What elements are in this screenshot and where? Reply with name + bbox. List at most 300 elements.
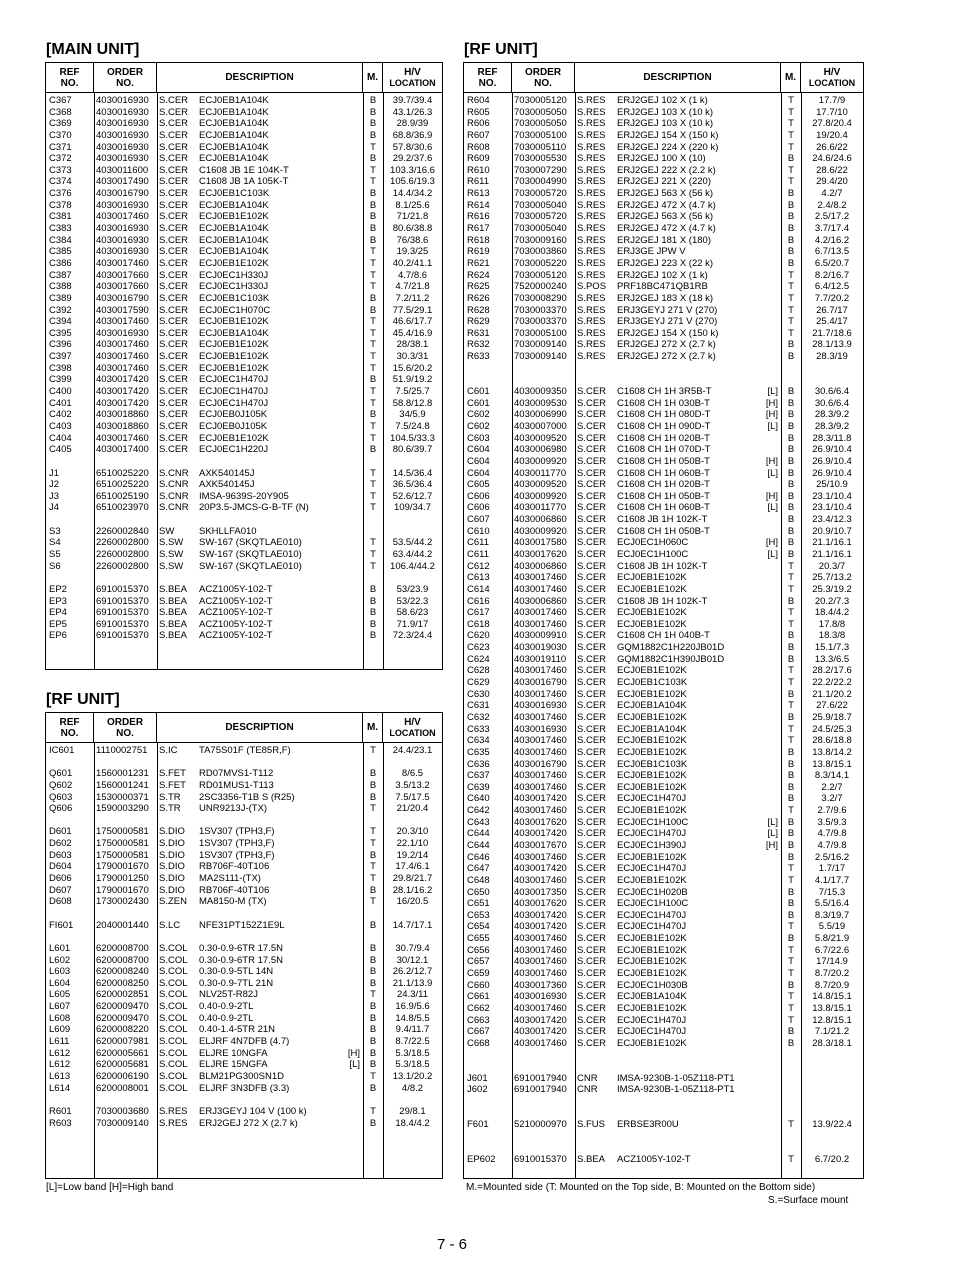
order-no: 7030003370 xyxy=(514,316,567,328)
mounted-side: T xyxy=(370,269,376,281)
description xyxy=(575,968,781,980)
mounted-side xyxy=(781,1084,801,1096)
part-type: S.CER xyxy=(577,874,607,886)
part-type: S.FET xyxy=(159,779,186,791)
mounted-side: T xyxy=(788,176,794,188)
hv-location: 7.5/24.8 xyxy=(395,420,430,432)
order-no: 4030017460 xyxy=(514,851,567,863)
table-row xyxy=(464,1084,863,1096)
hv-location: 26.9/10.4 xyxy=(812,444,852,456)
part-type: S.CER xyxy=(577,688,607,700)
table-row xyxy=(46,339,442,351)
hv-location: 53/22.3 xyxy=(396,595,429,607)
part-number: AXK540145J xyxy=(199,479,255,491)
mounted-side: T xyxy=(788,129,794,141)
part-number: ECJ0EC1H100C xyxy=(617,548,689,560)
table-row xyxy=(464,956,863,968)
description xyxy=(157,619,363,631)
table-row xyxy=(46,619,442,631)
hv-location: 26.2/12.7 xyxy=(392,966,433,978)
ref-no: C371 xyxy=(49,141,72,153)
mounted-side: B xyxy=(787,432,795,444)
table-row-spacer xyxy=(46,931,442,943)
mounted-side: B xyxy=(369,768,377,780)
part-number: ECJ0EC1H470J xyxy=(199,386,269,398)
ref-no: C620 xyxy=(467,630,490,642)
hv-location: 27.6/22 xyxy=(816,700,848,712)
description xyxy=(575,176,781,188)
mounted-side: T xyxy=(370,351,376,363)
order-no: 4030017490 xyxy=(96,176,149,188)
description xyxy=(575,223,781,235)
hv-location xyxy=(383,526,442,538)
ref-no: C403 xyxy=(49,420,72,432)
mounted-side: B xyxy=(369,1012,377,1024)
mounted-side: T xyxy=(788,1154,794,1166)
table-row xyxy=(46,211,442,223)
description xyxy=(157,316,363,328)
part-type: S.DIO xyxy=(159,873,185,885)
hv-location: 28.6/18.8 xyxy=(812,735,852,747)
ref-no: C401 xyxy=(49,397,72,409)
ref-no: C606 xyxy=(467,490,490,502)
part-number: ECJ0EB1E102K xyxy=(199,316,269,328)
part-type: S.SW xyxy=(159,560,184,572)
hv-location: 28.3/18.1 xyxy=(812,1037,852,1049)
ref-no: C385 xyxy=(49,246,72,258)
mounted-side: B xyxy=(787,537,795,549)
ref-no: C372 xyxy=(49,153,72,165)
description xyxy=(575,1026,781,1038)
table-row xyxy=(464,176,863,188)
ref-no: C662 xyxy=(467,1002,490,1014)
band-marker: [H] xyxy=(765,490,778,502)
table-row xyxy=(46,95,442,107)
part-number: ERJ3GE JPW V xyxy=(617,246,686,258)
part-number: ECJ0EB1E102K xyxy=(199,351,269,363)
table-row xyxy=(464,293,863,305)
description xyxy=(157,444,363,456)
mounted-side: T xyxy=(370,861,376,873)
ref-no: C604 xyxy=(467,467,490,479)
mounted-side xyxy=(781,1073,801,1085)
table-row xyxy=(46,596,442,608)
mounted-side: B xyxy=(787,909,795,921)
description xyxy=(157,792,363,804)
hv-location: 68.8/36.9 xyxy=(392,129,433,141)
part-number: 0.30-0.9-5TL 14N xyxy=(199,966,274,978)
header-hv-location xyxy=(801,63,863,92)
table-row xyxy=(464,153,863,165)
part-type: S.RES xyxy=(159,1105,188,1117)
order-no: 4030017460 xyxy=(514,1002,567,1014)
band-marker: [H] xyxy=(765,409,778,421)
part-type: S.CER xyxy=(159,95,189,106)
hv-location: 28.2/17.6 xyxy=(812,665,852,677)
mounted-side: T xyxy=(370,339,376,351)
mounted-side: T xyxy=(788,665,794,677)
hv-location: 8.2/16.7 xyxy=(814,269,850,281)
part-number: ECJ0EB1E102K xyxy=(199,362,269,374)
ref-no: C386 xyxy=(49,257,72,269)
hv-location: 21.1/16.1 xyxy=(812,548,852,560)
ref-no: R613 xyxy=(467,188,490,200)
ref-no: C610 xyxy=(467,525,490,537)
table-row xyxy=(46,270,442,282)
mounted-side: B xyxy=(787,444,795,456)
description xyxy=(575,95,781,107)
part-type: S.CER xyxy=(577,700,607,712)
part-number: MA2S111-(TX) xyxy=(199,873,261,885)
order-no: 6910015370 xyxy=(96,607,149,619)
mounted-side: T xyxy=(788,1119,794,1131)
part-type: S.CER xyxy=(577,630,607,642)
order-no: 7030009160 xyxy=(514,234,567,246)
order-no: 4030017620 xyxy=(514,548,567,560)
order-no: 4030016790 xyxy=(514,758,567,770)
part-type: S.CER xyxy=(577,1002,607,1014)
description xyxy=(157,188,363,200)
part-number: C1608 CH 1H 3R5B-T xyxy=(617,386,712,398)
hv-location: 4.7/9.8 xyxy=(817,840,847,851)
mounted-side: B xyxy=(787,793,795,805)
main-unit-title: [MAIN UNIT] xyxy=(46,41,140,58)
mounted-side: T xyxy=(370,1070,376,1082)
ref-no: C616 xyxy=(467,595,490,607)
description xyxy=(575,817,781,829)
part-type: S.ZEN xyxy=(159,896,187,908)
description xyxy=(575,188,781,200)
order-no: 6200005661 xyxy=(96,1047,149,1059)
ref-no: D603 xyxy=(49,849,72,861)
ref-no: L612 xyxy=(49,1047,71,1059)
mounted-side: T xyxy=(788,618,794,630)
mounted-side: T xyxy=(370,316,376,328)
part-type: S.COL xyxy=(159,1012,188,1024)
hv-location: 8.3/14.1 xyxy=(814,770,850,782)
table-row xyxy=(46,803,442,815)
order-no: 1730002430 xyxy=(96,896,149,908)
part-type: S.COL xyxy=(159,942,188,954)
description xyxy=(575,654,781,666)
part-number: ECJ0EB1A104K xyxy=(199,106,269,118)
part-type: S.CNR xyxy=(159,502,189,514)
table-row xyxy=(46,468,442,480)
description xyxy=(575,1154,781,1166)
part-type: S.CER xyxy=(159,199,189,211)
order-no: 6910017940 xyxy=(514,1084,567,1096)
order-no: 7030003860 xyxy=(514,246,567,258)
description xyxy=(575,735,781,747)
ref-no: R619 xyxy=(467,246,490,258)
hv-location: 27.8/20.4 xyxy=(812,118,852,130)
part-number: ECJ0EB1E102K xyxy=(617,711,687,723)
description xyxy=(575,852,781,864)
mounted-side: T xyxy=(788,304,794,316)
table-row xyxy=(464,584,863,596)
description xyxy=(575,107,781,119)
table-row xyxy=(46,176,442,188)
ref-no: D601 xyxy=(49,826,72,838)
part-number: ECJ0EB1E102K xyxy=(199,211,269,223)
order-no: 4030016930 xyxy=(96,223,149,235)
hv-location: 28.3/11.8 xyxy=(812,432,852,444)
table-row xyxy=(46,223,442,235)
ref-no: L602 xyxy=(49,954,71,966)
table-row xyxy=(464,107,863,119)
part-type: S.DIO xyxy=(159,849,185,861)
table-row xyxy=(464,468,863,480)
part-number: C1608 JB 1A 105K-T xyxy=(199,176,289,188)
order-no: 4030017420 xyxy=(96,374,149,386)
part-type: S.CER xyxy=(577,537,607,549)
order-no: 6200007981 xyxy=(96,1036,149,1048)
order-no: 1590003290 xyxy=(96,803,149,815)
part-type: S.CER xyxy=(577,828,607,840)
ref-no: EP5 xyxy=(49,618,67,630)
ref-no: C633 xyxy=(467,723,490,735)
ref-no: R605 xyxy=(467,106,490,118)
order-no: 4030009920 xyxy=(514,490,567,502)
part-number: C1608 JB 1E 104K-T xyxy=(199,164,289,176)
table-row xyxy=(46,130,442,142)
table-row-spacer xyxy=(464,1050,863,1062)
table-row xyxy=(46,955,442,967)
ref-no: L613 xyxy=(49,1070,71,1082)
part-number: 0.40-1.4-5TR 21N xyxy=(199,1024,276,1036)
ref-no: C373 xyxy=(49,164,72,176)
mounted-side: B xyxy=(787,770,795,782)
hv-location: 29/8.1 xyxy=(399,1105,426,1117)
header-mounted-side: M. xyxy=(363,63,383,92)
part-number: RD07MVS1-T112 xyxy=(199,768,274,780)
description xyxy=(575,479,781,491)
description xyxy=(575,281,781,293)
part-type: S.CER xyxy=(159,164,189,176)
part-number: ECJ0EC1H330J xyxy=(199,281,269,293)
table-row-spacer xyxy=(46,757,442,769)
description xyxy=(575,724,781,736)
mounted-side: T xyxy=(788,269,794,281)
part-type: S.COL xyxy=(159,1070,188,1082)
table-row xyxy=(464,316,863,328)
mounted-side: B xyxy=(369,129,377,141)
mounted-side: T xyxy=(788,106,794,118)
order-no: 4030017420 xyxy=(96,397,149,409)
table-row-spacer xyxy=(464,1143,863,1155)
order-no: 7030005040 xyxy=(514,199,567,211)
order-no: 1790001250 xyxy=(96,873,149,885)
ref-no: C623 xyxy=(467,642,490,654)
mounted-side: T xyxy=(370,164,376,176)
description xyxy=(575,386,781,398)
part-type: S.CER xyxy=(577,607,607,619)
part-type: S.CER xyxy=(159,339,189,351)
table-row xyxy=(46,978,442,990)
part-number: NLV25T-R82J xyxy=(199,989,258,1001)
ref-no: C602 xyxy=(467,409,490,421)
part-number: ECJ0EB1E102K xyxy=(617,618,687,630)
part-number: ECJ0EC1H330J xyxy=(199,269,269,281)
order-no: 4030016790 xyxy=(96,188,149,200)
order-no: 1750000581 xyxy=(96,838,149,850)
mounted-side: B xyxy=(787,933,795,945)
description xyxy=(157,502,363,514)
hv-location: 28.9/39 xyxy=(396,118,429,130)
hv-location: 7.2/11.2 xyxy=(395,292,430,304)
header-location: LOCATION xyxy=(389,77,436,88)
ref-no: Q601 xyxy=(49,768,73,780)
table-row xyxy=(464,258,863,270)
mounted-side: B xyxy=(787,653,795,665)
table-row xyxy=(46,374,442,386)
table-row xyxy=(464,898,863,910)
ref-no: R611 xyxy=(467,176,490,188)
part-type: S.COL xyxy=(159,1036,188,1048)
description xyxy=(575,339,781,351)
table-row xyxy=(46,421,442,433)
description xyxy=(157,607,363,619)
hv-location: 30.6/6.4 xyxy=(814,386,850,398)
description xyxy=(157,826,363,838)
ref-no: L609 xyxy=(49,1024,71,1036)
part-number: ERJ2GEJ 102 X (1 k) xyxy=(617,269,708,281)
part-number: ECJ0EB1A104K xyxy=(199,246,269,258)
hv-location: 20.9/10.7 xyxy=(812,525,852,537)
ref-no: C613 xyxy=(467,572,490,584)
mounted-side: T xyxy=(788,874,794,886)
part-number: ACZ1005Y-102-T xyxy=(199,607,273,619)
part-type: S.COL xyxy=(159,1024,188,1036)
part-type: S.RES xyxy=(577,106,606,118)
part-number: C1608 CH 1H 020B-T xyxy=(617,479,710,491)
header-description: DESCRIPTION xyxy=(157,63,363,92)
part-number: ECJ0EC1H470J xyxy=(199,397,269,409)
part-type: S.BEA xyxy=(159,595,187,607)
part-type: S.RES xyxy=(577,327,606,339)
header-hv-location xyxy=(383,713,442,742)
mounted-side: B xyxy=(787,630,795,642)
band-marker: [H] xyxy=(765,455,778,467)
header-order-no: ORDER NO. xyxy=(94,63,157,92)
order-no: 7030005530 xyxy=(514,153,567,165)
description xyxy=(575,421,781,433)
part-number: ECJ0EC1H030B xyxy=(617,979,688,991)
part-number: PRF18BC471QB1RB xyxy=(617,281,708,293)
mounted-side: B xyxy=(369,954,377,966)
part-type: S.CER xyxy=(577,921,607,933)
part-number: C1608 CH 1H 050B-T xyxy=(617,490,710,502)
part-type: S.COL xyxy=(159,1047,188,1059)
band-marker: [H] xyxy=(765,397,778,409)
order-no: 6200008220 xyxy=(96,1024,149,1036)
table-row xyxy=(46,1024,442,1036)
description xyxy=(157,281,363,293)
header-ref-no: REF NO. xyxy=(464,63,512,92)
hv-location: 29.8/21.7 xyxy=(392,873,433,885)
description xyxy=(157,339,363,351)
description xyxy=(157,165,363,177)
table-row xyxy=(46,351,442,363)
description xyxy=(157,896,363,908)
mounted-side-note: M.=Mounted side (T: Mounted on the Top side, B: Mounted on the Bottom side) xyxy=(466,1182,816,1193)
table-row xyxy=(46,328,442,340)
table-row xyxy=(46,896,442,908)
mounted-side: T xyxy=(788,968,794,980)
hv-location: 109/34.7 xyxy=(394,502,431,514)
band-marker: [H] xyxy=(765,537,778,549)
part-type: S.TR xyxy=(159,803,181,815)
part-number: ERJ2GEJ 221 X (220) xyxy=(617,176,711,188)
hv-location: 8.3/19.7 xyxy=(814,909,850,921)
part-type: S.COL xyxy=(159,954,188,966)
part-type: S.CER xyxy=(577,1037,607,1049)
order-no: 7520000240 xyxy=(514,281,567,293)
order-no: 1750000581 xyxy=(96,826,149,838)
ref-no: R624 xyxy=(467,269,490,281)
order-no: 4030009920 xyxy=(514,455,567,467)
part-type: S.CER xyxy=(159,153,189,165)
description xyxy=(575,293,781,305)
ref-no: C659 xyxy=(467,968,490,980)
part-type: S.RES xyxy=(577,234,606,246)
part-type: S.CER xyxy=(577,409,607,421)
order-no: 6510025190 xyxy=(96,490,149,502)
mounted-side: T xyxy=(788,560,794,572)
mounted-side: T xyxy=(370,362,376,374)
hv-location: 51.9/19.2 xyxy=(392,374,433,386)
table-row xyxy=(464,619,863,631)
part-type: S.CER xyxy=(577,665,607,677)
order-no: 4030009520 xyxy=(514,432,567,444)
part-number: ECJ0EC1H470J xyxy=(617,793,687,805)
part-type: S.CER xyxy=(159,211,189,223)
description xyxy=(575,1084,781,1096)
ref-no: C601 xyxy=(467,386,490,398)
description xyxy=(157,1059,363,1071)
part-number: 20P3.5-JMCS-G-B-TF (N) xyxy=(199,502,309,514)
part-number: TA75S01F (TE85R,F) xyxy=(199,745,291,756)
part-number: NFE31PT152Z1E9L xyxy=(199,919,285,931)
description xyxy=(157,363,363,375)
order-no: 7030005100 xyxy=(514,327,567,339)
table-row xyxy=(464,561,863,573)
hv-location: 30.7/9.4 xyxy=(395,942,430,954)
table-row xyxy=(464,188,863,200)
mounted-side: B xyxy=(787,339,795,351)
hv-location: 3.5/9.3 xyxy=(817,816,847,828)
order-no: 4030017670 xyxy=(514,840,567,851)
description xyxy=(157,421,363,433)
part-type: S.CER xyxy=(577,525,607,537)
part-number: ECJ0EB1A104K xyxy=(199,141,269,153)
description xyxy=(575,130,781,142)
part-type: S.CER xyxy=(577,723,607,735)
header-hv-location xyxy=(383,63,442,92)
part-number: ERJ3GEYJ 271 V (270) xyxy=(617,304,718,316)
ref-no: C656 xyxy=(467,944,490,956)
part-type: S.RES xyxy=(577,199,606,211)
description xyxy=(575,828,781,840)
part-number: ECJ0EB1A104K xyxy=(617,723,687,735)
ref-no: C661 xyxy=(467,991,490,1003)
table-row xyxy=(464,235,863,247)
mounted-side: T xyxy=(370,420,376,432)
table-row xyxy=(46,1036,442,1048)
hv-location: 23.1/10.4 xyxy=(812,502,852,514)
part-number: ECJ0EB1E102K xyxy=(617,933,687,945)
part-type: S.CER xyxy=(577,735,607,747)
